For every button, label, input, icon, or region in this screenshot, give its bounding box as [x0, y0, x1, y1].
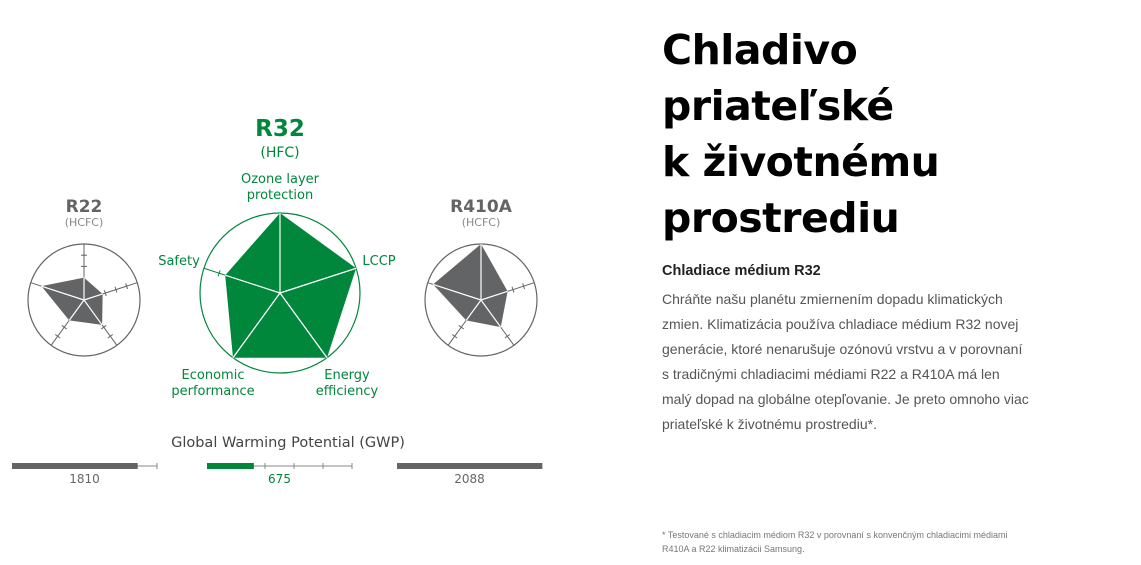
gwp-value-label: 1810 [69, 472, 100, 486]
axis-label [241, 172, 320, 203]
headline-line: prostrediu [662, 194, 900, 242]
axis-label-line: protection [246, 188, 314, 203]
radar-subtitle: (HCFC) [461, 216, 501, 229]
radar-tick [101, 325, 106, 329]
axis-label-line: efficiency [315, 384, 379, 399]
axis-label-line: LCCP [362, 254, 396, 269]
radar-polygon-r22 [41, 278, 102, 325]
paragraph-line: zmien. Klimatizácia používa chladiace médium R32 novej [662, 316, 1019, 332]
radar-tick [108, 334, 113, 338]
radar-title-r410a: R410A [450, 197, 512, 217]
gwp-bar-r32 [207, 463, 254, 469]
footnote [662, 528, 1132, 556]
radar-tick [459, 325, 464, 329]
footnote-line: * Testované s chladiacim médiom R32 v porovnaní s konvenčným chladiacimi médiami [662, 530, 1008, 540]
axis-label-line: Safety [158, 254, 200, 269]
axis-label-line: Ozone layer [241, 172, 319, 187]
axis-label [171, 368, 254, 399]
headline-line: k životnému [662, 138, 940, 186]
footnote-line: R410A a R22 klimatizácii Samsung. [662, 544, 805, 554]
axis-label-line: performance [171, 384, 255, 399]
radar-subtitle: (HFC) [260, 145, 300, 161]
gwp-value-label: 2088 [454, 472, 485, 486]
gwp-bar-r410a [397, 463, 542, 469]
radar-tick [55, 334, 60, 338]
radar-tick [452, 334, 457, 338]
paragraph-line: s tradičnými chladiacimi médiami R22 a R410A má len [662, 366, 1000, 382]
paragraph-line: malý dopad na globálne otepľovanie. Je preto omnoho viac [662, 391, 1029, 407]
paragraph-line: Chráňte našu planétu zmiernením dopadu klimatických [662, 291, 1003, 307]
radar-polygon-r32 [225, 213, 356, 358]
gwp-value-label: 675 [268, 472, 291, 486]
radar-title-r32: R32 [255, 116, 305, 142]
axis-label [362, 254, 395, 269]
paragraph-line: priateľské k životnému prostrediu*. [662, 416, 877, 432]
axis-label-line: Energy [324, 368, 370, 383]
paragraph-line: generácie, ktoré nenarušuje ozónovú vrstvu a v porovnaní [662, 341, 1023, 357]
radar-title-r22: R22 [65, 197, 103, 217]
gwp-bar-r22 [12, 463, 138, 469]
axis-label-line: Economic [181, 368, 245, 383]
radar-tick [505, 334, 510, 338]
axis-label [158, 254, 200, 269]
axis-label [316, 368, 379, 399]
page-title [662, 22, 1132, 246]
description-paragraph [662, 287, 1040, 437]
headline-line: priateľské [662, 82, 894, 130]
gwp-title: Global Warming Potential (GWP) [171, 435, 405, 451]
section-subtitle: Chladiace médium R32 [662, 263, 821, 279]
radar-tick [62, 325, 67, 329]
headline-line: Chladivo [662, 26, 858, 74]
content-panel [662, 22, 1132, 437]
radar-subtitle: (HCFC) [64, 216, 104, 229]
